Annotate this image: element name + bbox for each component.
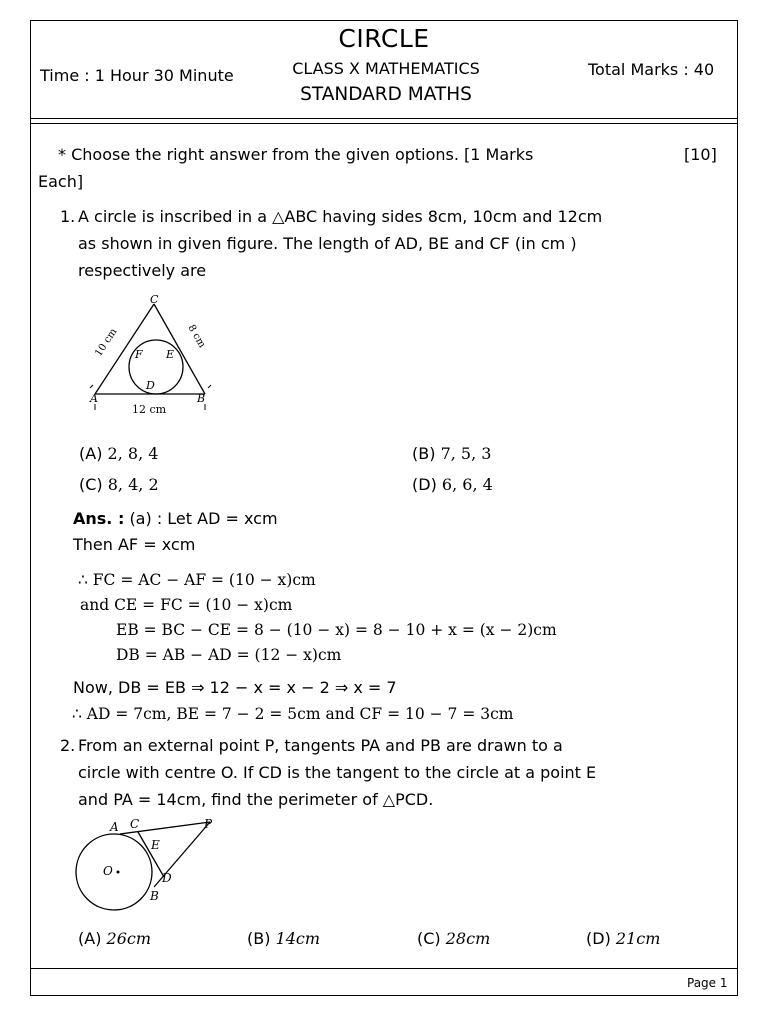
answer-label: Ans. :	[73, 509, 125, 528]
option-label: (A)	[79, 444, 103, 463]
option-value: 26cm	[106, 929, 152, 948]
page-title: CIRCLE	[338, 24, 430, 53]
label-side-ac: 10 cm	[93, 326, 120, 359]
circle-o	[76, 834, 152, 910]
q2-number: 2.	[60, 736, 76, 755]
option-label: (C)	[417, 929, 441, 948]
q1-answer-line	[73, 509, 278, 528]
class-label: CLASS X MATHEMATICS	[292, 59, 480, 78]
q1-solution-final: ∴ AD = 7cm, BE = 7 − 2 = 5cm and CF = 10 − 7 = 3cm	[72, 705, 514, 723]
q2-text-line1: From an external point P, tangents PA and PB are drawn to a	[78, 736, 563, 755]
q1-text-line2: as shown in given figure. The length of AD, BE and CF (in cm )	[78, 234, 577, 253]
option-label: (A)	[78, 929, 102, 948]
label-d: D	[146, 379, 155, 392]
page-number: Page 1	[687, 976, 728, 990]
label-o: O	[103, 864, 113, 878]
q1-option-c[interactable]	[79, 475, 159, 494]
q1-number: 1.	[60, 207, 76, 226]
option-value: 2, 8, 4	[107, 444, 159, 463]
q1-triangle-figure	[80, 292, 220, 422]
q1-solution-line3: EB = BC − CE = 8 − (10 − x) = 8 − 10 + x = (x − 2)cm	[116, 621, 557, 639]
total-marks: Total Marks : 40	[588, 60, 715, 79]
label-d: D	[162, 871, 172, 885]
label-b: B	[150, 889, 159, 903]
label-c: C	[150, 293, 159, 306]
q1-text-line3: respectively are	[78, 261, 207, 280]
option-label: (B)	[247, 929, 271, 948]
q1-answer-then: Then AF = xcm	[73, 535, 196, 554]
label-e: E	[166, 348, 175, 361]
label-p: P	[204, 817, 213, 831]
label-a: A	[90, 392, 98, 405]
q2-text-line3: and PA = 14cm, find the perimeter of △PCD.	[78, 790, 434, 809]
q1-option-d[interactable]	[412, 475, 493, 494]
label-a: A	[110, 820, 119, 834]
section-marks: [10]	[684, 145, 717, 164]
label-side-bc: 8 cm	[185, 323, 208, 350]
q1-option-b[interactable]	[412, 444, 491, 463]
option-label: (C)	[79, 475, 103, 494]
q1-text-line1: A circle is inscribed in a △ABC having sides 8cm, 10cm and 12cm	[78, 207, 603, 226]
option-value: 7, 5, 3	[440, 444, 492, 463]
header-divider	[30, 118, 738, 119]
section-instruction-cont: Each]	[38, 172, 84, 191]
q1-solution-line1: ∴ FC = AC − AF = (10 − x)cm	[78, 571, 316, 589]
option-value: 14cm	[275, 929, 321, 948]
label-e: E	[151, 838, 160, 852]
option-value: 21cm	[615, 929, 661, 948]
time-label: Time : 1 Hour 30 Minute	[40, 66, 234, 85]
q2-tangent-figure	[72, 812, 232, 912]
q1-solution-now: Now, DB = EB ⇒ 12 − x = x − 2 ⇒ x = 7	[73, 678, 397, 697]
centre-point	[117, 871, 120, 874]
option-value: 6, 6, 4	[441, 475, 493, 494]
option-value: 28cm	[445, 929, 491, 948]
q1-solution-line2: and CE = FC = (10 − x)cm	[80, 596, 293, 614]
label-side-ab: 12 cm	[132, 403, 167, 416]
tick-mark	[208, 385, 211, 388]
q1-solution-line4: DB = AB − AD = (12 − x)cm	[116, 646, 342, 664]
option-label: (D)	[412, 475, 437, 494]
option-label: (B)	[412, 444, 436, 463]
q2-option-d[interactable]	[586, 929, 660, 948]
option-label: (D)	[586, 929, 611, 948]
header-divider-double	[30, 123, 738, 124]
label-f: F	[135, 348, 143, 361]
option-value: 8, 4, 2	[107, 475, 159, 494]
q2-option-a[interactable]	[78, 929, 151, 948]
standard-label: STANDARD MATHS	[300, 84, 472, 105]
tick-mark	[90, 385, 93, 388]
footer-divider	[30, 968, 738, 969]
q2-option-c[interactable]	[417, 929, 490, 948]
label-c: C	[130, 817, 140, 831]
section-instruction: * Choose the right answer from the given options. [1 Marks	[58, 145, 534, 164]
answer-text: (a) : Let AD = xcm	[129, 509, 278, 528]
label-b: B	[197, 392, 206, 405]
q1-option-a[interactable]	[79, 444, 158, 463]
q2-option-b[interactable]	[247, 929, 320, 948]
q2-text-line2: circle with centre O. If CD is the tangent to the circle at a point E	[78, 763, 597, 782]
